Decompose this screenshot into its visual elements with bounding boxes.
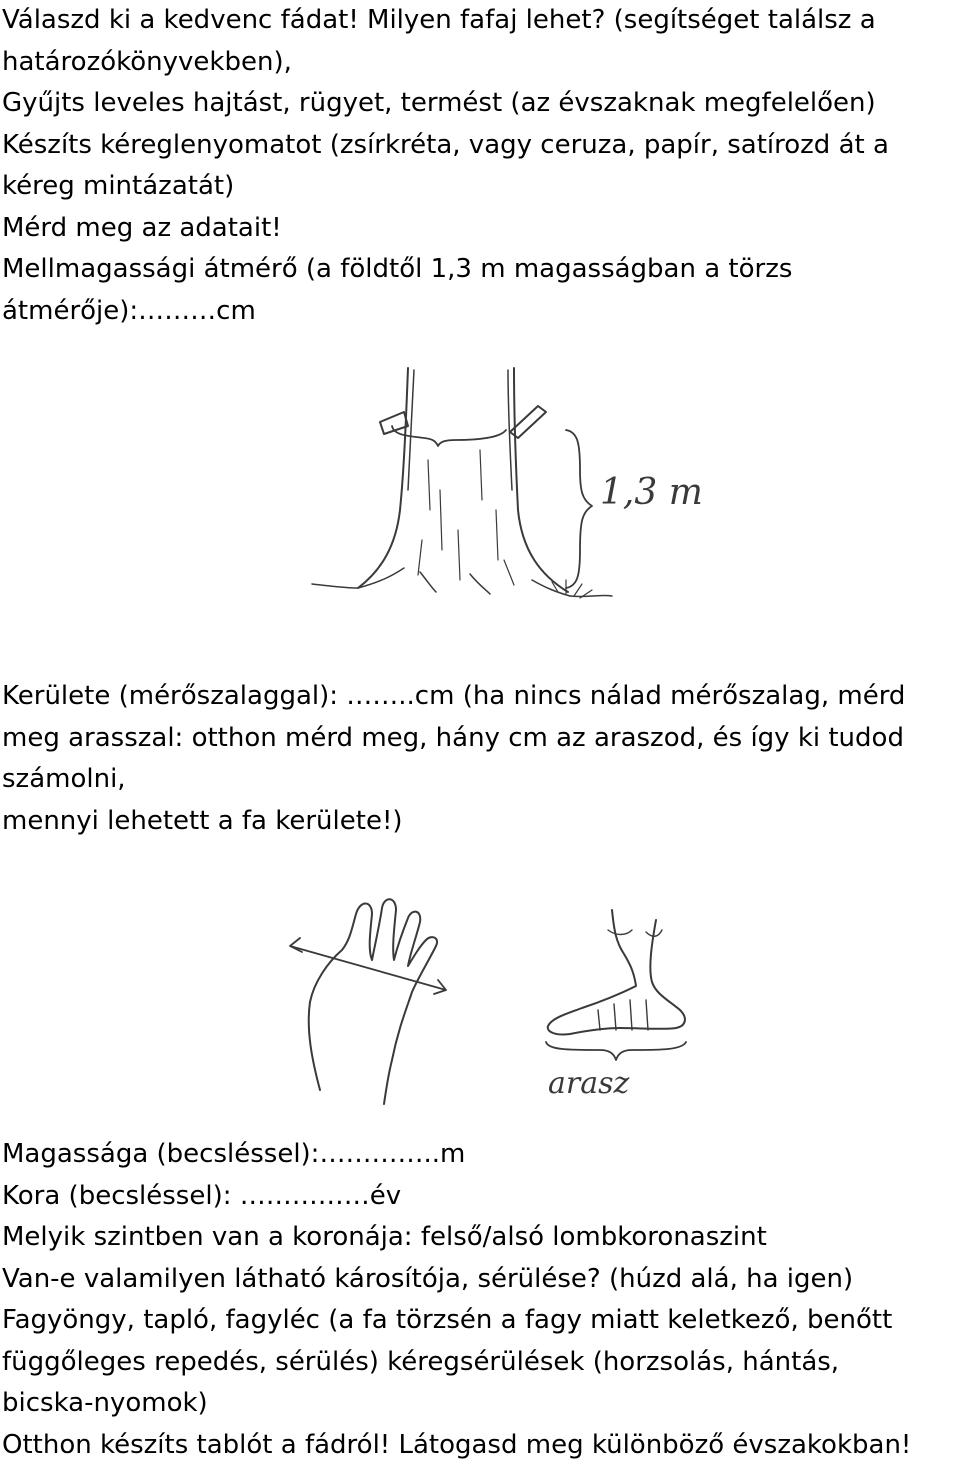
- grass-tuft: [552, 580, 592, 598]
- root-flares: [358, 568, 570, 596]
- instruction-line: Mellmagassági átmérő (a földtől 1,3 m magasságban a törzs: [2, 249, 958, 291]
- hand-span-illustration: [280, 890, 710, 1115]
- estimates-block: [2, 1134, 958, 1466]
- circumference-text: Kerülete (mérőszalaggal): ……..cm (ha nincs nálad mérőszalag, mérd meg arasszal: otthon mérd meg, hány cm az araszod, és így ki tudod számolni,: [2, 676, 958, 801]
- height-label: 1,3 m: [600, 472, 703, 513]
- final-instruction-line: Otthon készíts tablót a fádról! Látogasd meg különböző évszakokban!: [2, 1425, 958, 1466]
- trunk-right-edge: [514, 368, 568, 592]
- span-arrow: [290, 938, 446, 994]
- circumference-block: [2, 676, 958, 842]
- circumference-text-end: mennyi lehetett a fa kerülete!): [2, 801, 958, 843]
- bark-marks: [418, 450, 514, 585]
- instruction-line: Mérd meg az adatait!: [2, 208, 958, 250]
- instructions-block: [2, 0, 958, 332]
- arasz-label: arasz: [548, 1066, 629, 1101]
- open-hand-outline: [309, 899, 437, 1104]
- hand-on-surface-outline: [548, 910, 685, 1035]
- age-field-line: Kora (becsléssel): ……………év: [2, 1176, 958, 1218]
- height-brace: [566, 430, 592, 588]
- instruction-line: Gyűjts leveles hajtást, rügyet, termést (az évszaknak megfelelően): [2, 83, 958, 125]
- instruction-line: határozókönyvekben),: [2, 42, 958, 84]
- height-field-line: Magassága (becsléssel):…………..m: [2, 1134, 958, 1176]
- finger-lines: [598, 1000, 648, 1030]
- trunk-left-inner: [408, 370, 414, 490]
- damage-question-line: Van-e valamilyen látható károsítója, sérülése? (húzd alá, ha igen): [2, 1259, 958, 1301]
- crown-level-line: Melyik szintben van a koronája: felső/alsó lombkoronaszint: [2, 1217, 958, 1259]
- damage-options-line: bicska-nyomok): [2, 1383, 958, 1425]
- damage-options-line: függőleges repedés, sérülés) kéregsérülések (horzsolás, hántás,: [2, 1342, 958, 1384]
- instruction-line: Válaszd ki a kedvenc fádat! Milyen fafaj lehet? (segítséget találsz a: [2, 0, 958, 42]
- diameter-brace: [392, 426, 506, 446]
- arasz-brace: [546, 1042, 686, 1060]
- tree-trunk-illustration: [300, 360, 720, 640]
- instruction-line: kéreg mintázatát): [2, 166, 958, 208]
- hand-span-drawing: [280, 890, 710, 1115]
- trunk-left-edge: [358, 368, 408, 588]
- damage-options-line: Fagyöngy, tapló, fagyléc (a fa törzsén a fagy miatt keletkező, benőtt: [2, 1300, 958, 1342]
- diameter-field-line: átmérője):………cm: [2, 291, 958, 333]
- instruction-line: Készíts kéreglenyomatot (zsírkréta, vagy ceruza, papír, satírozd át a: [2, 125, 958, 167]
